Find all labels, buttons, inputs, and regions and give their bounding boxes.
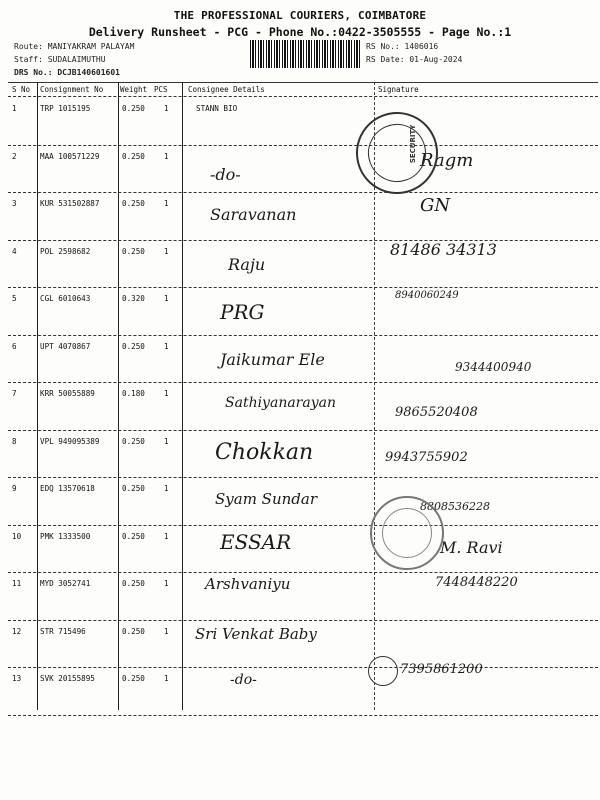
row-pcs: 1	[164, 104, 169, 113]
signature-handwriting: 8940060249	[395, 290, 459, 301]
row-sno: 7	[12, 389, 17, 398]
row-consignee: STANN BIO	[196, 104, 238, 113]
stamp-text: SECURITY	[409, 124, 418, 164]
row-pcs: 1	[164, 341, 169, 351]
row-weight: 0.250	[122, 199, 145, 208]
rs-number: RS No.: 1406016	[366, 42, 439, 51]
signature-handwriting: 9344400940	[455, 360, 532, 374]
table-row	[8, 668, 598, 714]
receiver-handwriting: PRG	[220, 300, 265, 324]
receiver-handwriting: Sri Venkat Baby	[195, 625, 317, 643]
row-sno: 11	[12, 579, 22, 588]
seal-inner-ring	[382, 508, 432, 558]
receiver-handwriting: Chokkan	[215, 440, 314, 465]
row-pcs: 1	[164, 151, 169, 161]
signature-handwriting: 7395861200	[400, 662, 483, 677]
signature-handwriting: GN	[420, 195, 451, 216]
row-pcs: 1	[164, 674, 169, 683]
table-row	[8, 146, 598, 192]
row-weight: 0.250	[122, 246, 145, 256]
circled-mark	[368, 656, 398, 686]
row-consignment-no: SVK 20155895	[40, 674, 95, 683]
company-title: THE PROFESSIONAL COURIERS, COIMBATORE	[173, 9, 427, 22]
signature-handwriting: 7448448220	[435, 575, 518, 590]
table-row	[8, 241, 598, 287]
drs-number	[14, 68, 120, 77]
receiver-handwriting: -do-	[230, 672, 257, 688]
receiver-handwriting: Raju	[228, 255, 266, 274]
row-consignment-no: CGL 6010643	[40, 294, 91, 303]
row-pcs: 1	[164, 484, 169, 493]
row-pcs: 1	[164, 436, 169, 446]
row-weight: 0.250	[122, 436, 145, 446]
signature-handwriting: Ragm	[420, 150, 474, 171]
col-consignee: Consignee Details	[188, 85, 265, 94]
signature-handwriting: 8808536228	[420, 500, 490, 513]
row-consignment-no: MAA 100571229	[40, 151, 100, 161]
signature-handwriting: 9943755902	[385, 450, 468, 465]
receiver-handwriting: Sathiyanarayan	[225, 395, 336, 411]
row-pcs: 1	[164, 389, 169, 398]
row-weight: 0.250	[122, 626, 145, 636]
signature-handwriting: M. Ravi	[440, 538, 503, 557]
row-consignment-no: EDQ 13570618	[40, 484, 95, 493]
row-pcs: 1	[164, 531, 169, 541]
runsheet-subtitle: Delivery Runsheet - PCG - Phone No.:0422-3505555 - Page No.:1	[88, 25, 512, 39]
table-row	[8, 526, 598, 572]
receiver-handwriting: Arshvaniyu	[205, 575, 291, 593]
drs-label: DRS No.:	[14, 68, 53, 77]
row-weight: 0.250	[122, 341, 145, 351]
row-sno: 3	[12, 199, 17, 208]
row-pcs: 1	[164, 626, 169, 636]
col-sno: S No	[12, 85, 31, 94]
staff-label: Staff: SUDALAIMUTHU	[14, 55, 106, 64]
row-pcs: 1	[164, 246, 169, 256]
receiver-handwriting: Saravanan	[210, 205, 297, 224]
barcode	[250, 40, 360, 68]
row-consignment-no: VPL 949095389	[40, 436, 100, 446]
row-sno: 4	[12, 246, 17, 256]
row-consignment-no: PMK 1333500	[40, 531, 91, 541]
drs-value: DCJB140601601	[57, 68, 120, 77]
receiver-handwriting: ESSAR	[220, 530, 292, 554]
row-weight: 0.320	[122, 294, 145, 303]
row-sno: 1	[12, 104, 17, 113]
row-weight: 0.250	[122, 531, 145, 541]
receiver-handwriting: -do-	[210, 165, 241, 184]
receiver-handwriting: Jaikumar Ele	[220, 350, 325, 369]
row-consignment-no: MYD 3052741	[40, 579, 91, 588]
col-consignment: Consignment No	[40, 85, 104, 94]
row-sno: 6	[12, 341, 17, 351]
rs-date: RS Date: 01-Aug-2024	[366, 55, 463, 64]
row-weight: 0.250	[122, 484, 145, 493]
route-label: Route: MANIYAKRAM PALAYAM	[14, 42, 135, 51]
row-weight: 0.180	[122, 389, 145, 398]
row-sno: 5	[12, 294, 17, 303]
row-sno: 2	[12, 151, 17, 161]
row-separator	[8, 715, 598, 716]
row-consignment-no: STR 715496	[40, 626, 86, 636]
row-consignment-no: TRP 1015195	[40, 104, 91, 113]
receiver-handwriting: Syam Sundar	[215, 490, 317, 508]
row-sno: 10	[12, 531, 22, 541]
row-sno: 12	[12, 626, 22, 636]
row-sno: 9	[12, 484, 17, 493]
row-pcs: 1	[164, 294, 169, 303]
row-sno: 13	[12, 674, 22, 683]
row-weight: 0.250	[122, 674, 145, 683]
row-consignment-no: KUR 531502887	[40, 199, 100, 208]
row-weight: 0.250	[122, 579, 145, 588]
col-signature: Signature	[378, 85, 419, 94]
table-row	[8, 193, 598, 239]
col-pcs: PCS	[154, 85, 168, 94]
row-weight: 0.250	[122, 104, 145, 113]
round-seal	[370, 496, 444, 570]
row-pcs: 1	[164, 199, 169, 208]
table-row	[8, 98, 598, 144]
header-bottom-line	[8, 96, 598, 97]
column-header-row	[8, 82, 598, 96]
col-weight: Weight	[120, 85, 148, 94]
signature-handwriting: 9865520408	[395, 405, 478, 420]
row-sno: 8	[12, 436, 17, 446]
row-consignment-no: KRR 50055889	[40, 389, 95, 398]
row-consignment-no: UPT 4070867	[40, 341, 91, 351]
row-pcs: 1	[164, 579, 169, 588]
signature-handwriting: 81486 34313	[390, 240, 497, 259]
row-weight: 0.250	[122, 151, 145, 161]
table-row	[8, 288, 598, 334]
row-consignment-no: POL 2598682	[40, 246, 91, 256]
stamp-inner-ring	[360, 116, 434, 190]
